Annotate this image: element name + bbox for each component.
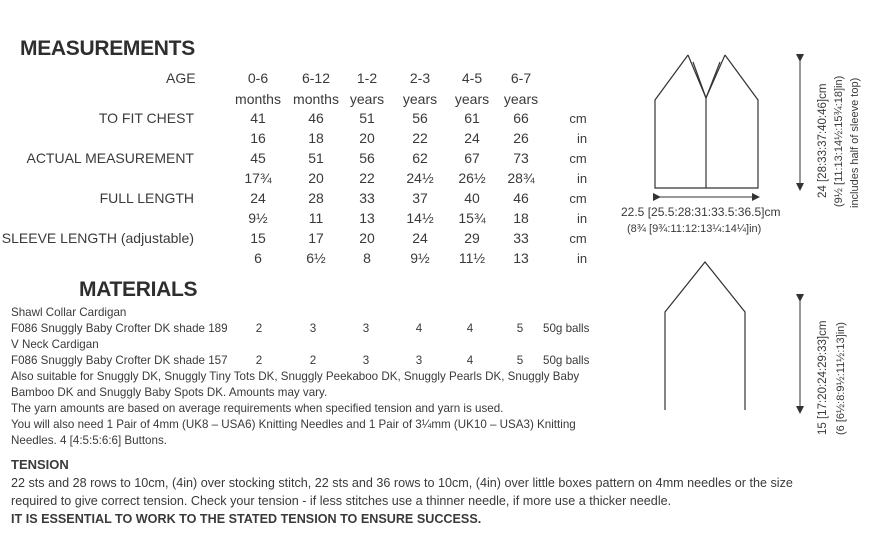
shawl-qty-value: 3 [362,322,370,335]
materials-note-4: You will also need 1 Pair of 4mm (UK8 – USA6) Knitting Needles and 1 Pair of 3¼mm (UK10 – USA3) Knitting [11,418,576,431]
sleeve-cm: 15 [17:20:24:29:33]cm [817,320,829,435]
vneck-qty-value: 2 [255,354,263,367]
in-value: 24½ [406,170,434,186]
in-value: 22 [412,130,428,146]
unit-in: in [576,171,588,186]
row-label: FULL LENGTH [99,190,194,206]
tension-line-2: required to give correct tension. Check your tension - if less stitches use a thinner needle, if more use a thicker needle. [11,494,672,508]
age-unit: months [293,91,339,107]
length-note: includes half of sleeve top) [849,77,861,208]
materials-note-1: Also suitable for Snuggly DK, Snuggly Tiny Tots DK, Snuggly Peekaboo DK, Snuggly Pearls DK, Snuggly Baby [11,370,580,383]
age-value: 4-5 [461,70,483,86]
materials-note-2: Bamboo DK and Snuggly Baby Spots DK. Amounts may vary. [11,386,328,399]
in-value: 8 [363,250,371,266]
cm-value: 46 [513,190,529,206]
materials-note-5: Needles. 4 [4:5:5:6:6] Buttons. [11,434,167,447]
in-value: 28¾ [507,170,535,186]
vneck-heading: V Neck Cardigan [11,338,99,351]
shawl-qty-value: 3 [309,322,317,335]
cm-value: 51 [359,110,375,126]
in-value: 20 [308,170,324,186]
unit-cm: cm [569,231,587,246]
in-value: 18 [513,210,529,226]
cm-value: 33 [359,190,375,206]
in-value: 18 [308,130,324,146]
collar-left [693,62,706,98]
in-value: 11½ [458,250,486,266]
in-value: 20 [359,130,375,146]
unit-cm: cm [569,151,587,166]
shawl-heading: Shawl Collar Cardigan [11,306,127,319]
sleeve-shape [665,262,745,410]
body-outline [655,55,758,188]
in-value: 6 [254,250,262,266]
shawl-yarn: F086 Snuggly Baby Crofter DK shade 189 [11,322,228,335]
cm-value: 17 [308,230,324,246]
cm-value: 61 [464,110,480,126]
cm-value: 66 [513,110,529,126]
tension-title: TENSION [11,457,69,472]
in-value: 24 [464,130,480,146]
in-value: 17¾ [244,170,272,186]
shawl-qty-value: 4 [415,322,423,335]
shawl-qty-value: 2 [255,322,263,335]
cm-value: 45 [250,150,266,166]
age-value: 1-2 [356,70,378,86]
vneck-qty-value: 5 [516,354,524,367]
materials-title: MATERIALS [79,278,198,301]
in-value: 26½ [458,170,486,186]
measurements-title: MEASUREMENTS [20,37,195,60]
unit-in: in [576,211,588,226]
shawl-qty-value: 4 [466,322,474,335]
unit-in: in [576,251,588,266]
vneck-qty-value: 4 [466,354,474,367]
in-value: 11 [308,210,324,226]
in-value: 26 [513,130,529,146]
cm-value: 15 [250,230,266,246]
age-unit: years [454,91,490,107]
in-value: 16 [250,130,266,146]
cm-value: 73 [513,150,529,166]
row-label: ACTUAL MEASUREMENT [26,150,194,166]
age-label: AGE [166,70,196,86]
width-cm: 22.5 [25.5:28:31:33.5:36.5]cm [621,205,781,219]
length-in: (9½ [11:13:14½:15¾:18]in) [833,75,845,207]
cm-value: 67 [464,150,480,166]
neck-v [688,55,725,98]
in-value: 15¾ [458,210,486,226]
vneck-unit: 50g balls [543,354,590,367]
in-value: 9½ [248,210,268,226]
age-value: 6-7 [510,70,532,86]
cm-value: 56 [412,110,428,126]
unit-in: in [576,131,588,146]
age-unit: years [503,91,539,107]
cm-value: 33 [513,230,529,246]
cm-value: 51 [308,150,324,166]
collar-right [706,62,720,98]
in-value: 14½ [406,210,434,226]
width-in: (8¾ [9¾:11:12:13¼:14¼]in) [627,223,762,235]
age-value: 2-3 [409,70,431,86]
shawl-qty-value: 5 [516,322,524,335]
vneck-qty-value: 2 [309,354,317,367]
unit-cm: cm [569,111,587,126]
row-label: TO FIT CHEST [98,110,194,126]
age-unit: years [349,91,385,107]
cm-value: 24 [250,190,266,206]
cm-value: 62 [412,150,428,166]
row-label: SLEEVE LENGTH (adjustable) [1,230,194,246]
cm-value: 28 [308,190,324,206]
cm-value: 40 [464,190,480,206]
in-value: 22 [359,170,375,186]
vneck-qty-value: 3 [415,354,423,367]
age-value: 0-6 [247,70,269,86]
age-value: 6-12 [301,70,331,86]
tension-warning: IT IS ESSENTIAL TO WORK TO THE STATED TENSION TO ENSURE SUCCESS. [11,512,482,526]
cm-value: 56 [359,150,375,166]
materials-note-3: The yarn amounts are based on average requirements when specified tension and yarn is used. [11,402,504,415]
in-value: 6½ [306,250,326,266]
unit-cm: cm [569,191,587,206]
in-value: 13 [359,210,375,226]
cm-value: 20 [359,230,375,246]
vneck-qty-value: 3 [362,354,370,367]
cm-value: 46 [308,110,324,126]
cm-value: 29 [464,230,480,246]
shawl-unit: 50g balls [543,322,590,335]
in-value: 9½ [410,250,430,266]
vneck-yarn: F086 Snuggly Baby Crofter DK shade 157 [11,354,228,367]
cm-value: 37 [412,190,428,206]
age-unit: months [235,91,281,107]
tension-line-1: 22 sts and 28 rows to 10cm, (4in) over stocking stitch, 22 sts and 36 rows to 10cm, (4in) over little boxes pattern on 4mm needles or the size [11,476,793,490]
cm-value: 24 [412,230,428,246]
age-unit: years [402,91,438,107]
sleeve-in: (6 [6½:8:9½:11½:13]in) [835,322,847,435]
cm-value: 41 [250,110,266,126]
length-cm: 24 [28:33:37:40:46]cm [817,83,829,198]
in-value: 13 [513,250,529,266]
